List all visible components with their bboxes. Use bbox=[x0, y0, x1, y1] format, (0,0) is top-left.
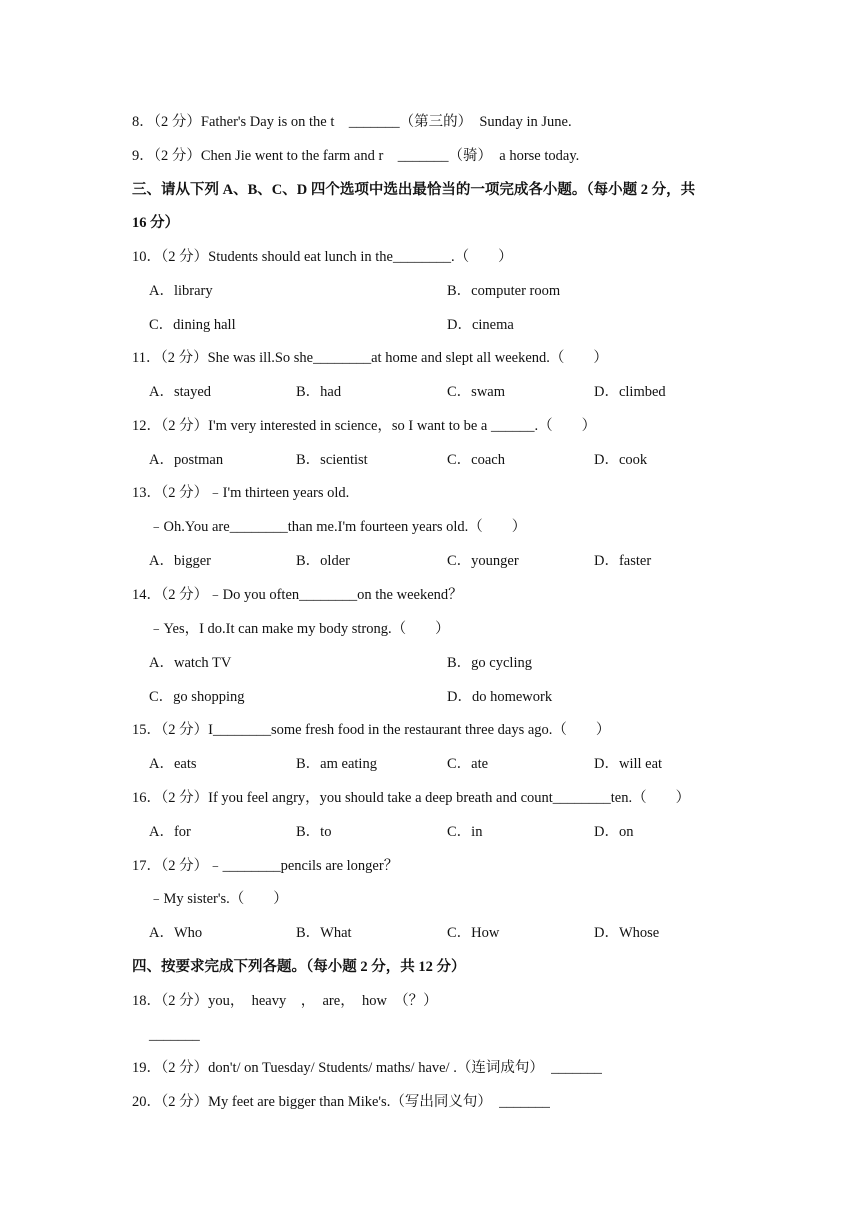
q11-option-c: C．swam bbox=[447, 384, 505, 400]
question-18: 18．（2 分）you， heavy ， are， how （？） bbox=[132, 993, 438, 1009]
q10-option-d: D．cinema bbox=[447, 317, 514, 333]
q12-option-b: B．scientist bbox=[296, 452, 368, 468]
question-13: 13．（2 分）﹣I'm thirteen years old. bbox=[132, 485, 350, 501]
q15-option-d: D．will eat bbox=[594, 756, 663, 772]
question-17-reply: ﹣My sister's.（ ） bbox=[149, 891, 288, 907]
q14-option-d: D．do homework bbox=[447, 689, 553, 705]
q14-option-c: C．go shopping bbox=[149, 689, 245, 705]
question-10: 10．（2 分）Students should eat lunch in the________.（ ） bbox=[132, 249, 513, 265]
q16-option-b: B．to bbox=[296, 824, 332, 840]
q17-option-c: C．How bbox=[447, 925, 500, 941]
question-19: 19．（2 分）don't/ on Tuesday/ Students/ maths/ have/ .（连词成句） _______ bbox=[132, 1060, 602, 1076]
q15-option-a: A．eats bbox=[149, 756, 197, 772]
q16-option-a: A．for bbox=[149, 824, 191, 840]
q12-option-c: C．coach bbox=[447, 452, 505, 468]
q14-option-a: A．watch TV bbox=[149, 655, 232, 671]
q11-option-b: B．had bbox=[296, 384, 342, 400]
q10-option-a: A．library bbox=[149, 283, 213, 299]
q16-option-d: D．on bbox=[594, 824, 634, 840]
q10-option-b: B．computer room bbox=[447, 283, 561, 299]
question-13-reply: ﹣Oh.You are________than me.I'm fourteen years old.（ ） bbox=[149, 519, 527, 535]
q13-option-c: C．younger bbox=[447, 553, 519, 569]
question-18-answer-blank: _______ bbox=[149, 1027, 200, 1043]
question-9: 9．（2 分）Chen Jie went to the farm and r _______（骑） a horse today. bbox=[132, 148, 580, 164]
question-15: 15．（2 分）I________some fresh food in the restaurant three days ago.（ ） bbox=[132, 722, 611, 738]
question-16: 16．（2 分）If you feel angry，you should take a deep breath and count________ten.（ ） bbox=[132, 790, 691, 806]
q11-option-d: D．climbed bbox=[594, 384, 666, 400]
question-17: 17．（2 分）﹣________pencils are longer？ bbox=[132, 858, 399, 874]
q13-option-a: A．bigger bbox=[149, 553, 212, 569]
q10-option-c: C．dining hall bbox=[149, 317, 236, 333]
q11-option-a: A．stayed bbox=[149, 384, 212, 400]
section-3-heading-cont: 16 分） bbox=[132, 215, 180, 231]
section-3-heading: 三、请从下列 A、B、C、D 四个选项中选出最恰当的一项完成各小题。（每小题 2 分，共 bbox=[132, 182, 696, 198]
q17-option-b: B．What bbox=[296, 925, 352, 941]
section-4-heading: 四、按要求完成下列各题。（每小题 2 分，共 12 分） bbox=[132, 959, 466, 975]
question-14-reply: ﹣Yes，I do.It can make my body strong.（ ） bbox=[149, 621, 450, 637]
q13-option-d: D．faster bbox=[594, 553, 652, 569]
question-12: 12．（2 分）I'm very interested in science，so I want to be a ______.（ ） bbox=[132, 418, 597, 434]
q15-option-c: C．ate bbox=[447, 756, 489, 772]
question-8: 8．（2 分）Father's Day is on the t _______（第三的） Sunday in June. bbox=[132, 114, 572, 130]
question-14: 14．（2 分）﹣Do you often________on the weekend？ bbox=[132, 587, 463, 603]
q12-option-d: D．cook bbox=[594, 452, 648, 468]
q13-option-b: B．older bbox=[296, 553, 350, 569]
question-20: 20．（2 分）My feet are bigger than Mike's.（写出同义句） _______ bbox=[132, 1094, 550, 1110]
q17-option-a: A．Who bbox=[149, 925, 203, 941]
q12-option-a: A．postman bbox=[149, 452, 224, 468]
question-11: 11．（2 分）She was ill.So she________at home and slept all weekend.（ ） bbox=[132, 350, 608, 366]
q14-option-b: B．go cycling bbox=[447, 655, 532, 671]
q15-option-b: B．am eating bbox=[296, 756, 377, 772]
q17-option-d: D．Whose bbox=[594, 925, 660, 941]
q16-option-c: C．in bbox=[447, 824, 483, 840]
